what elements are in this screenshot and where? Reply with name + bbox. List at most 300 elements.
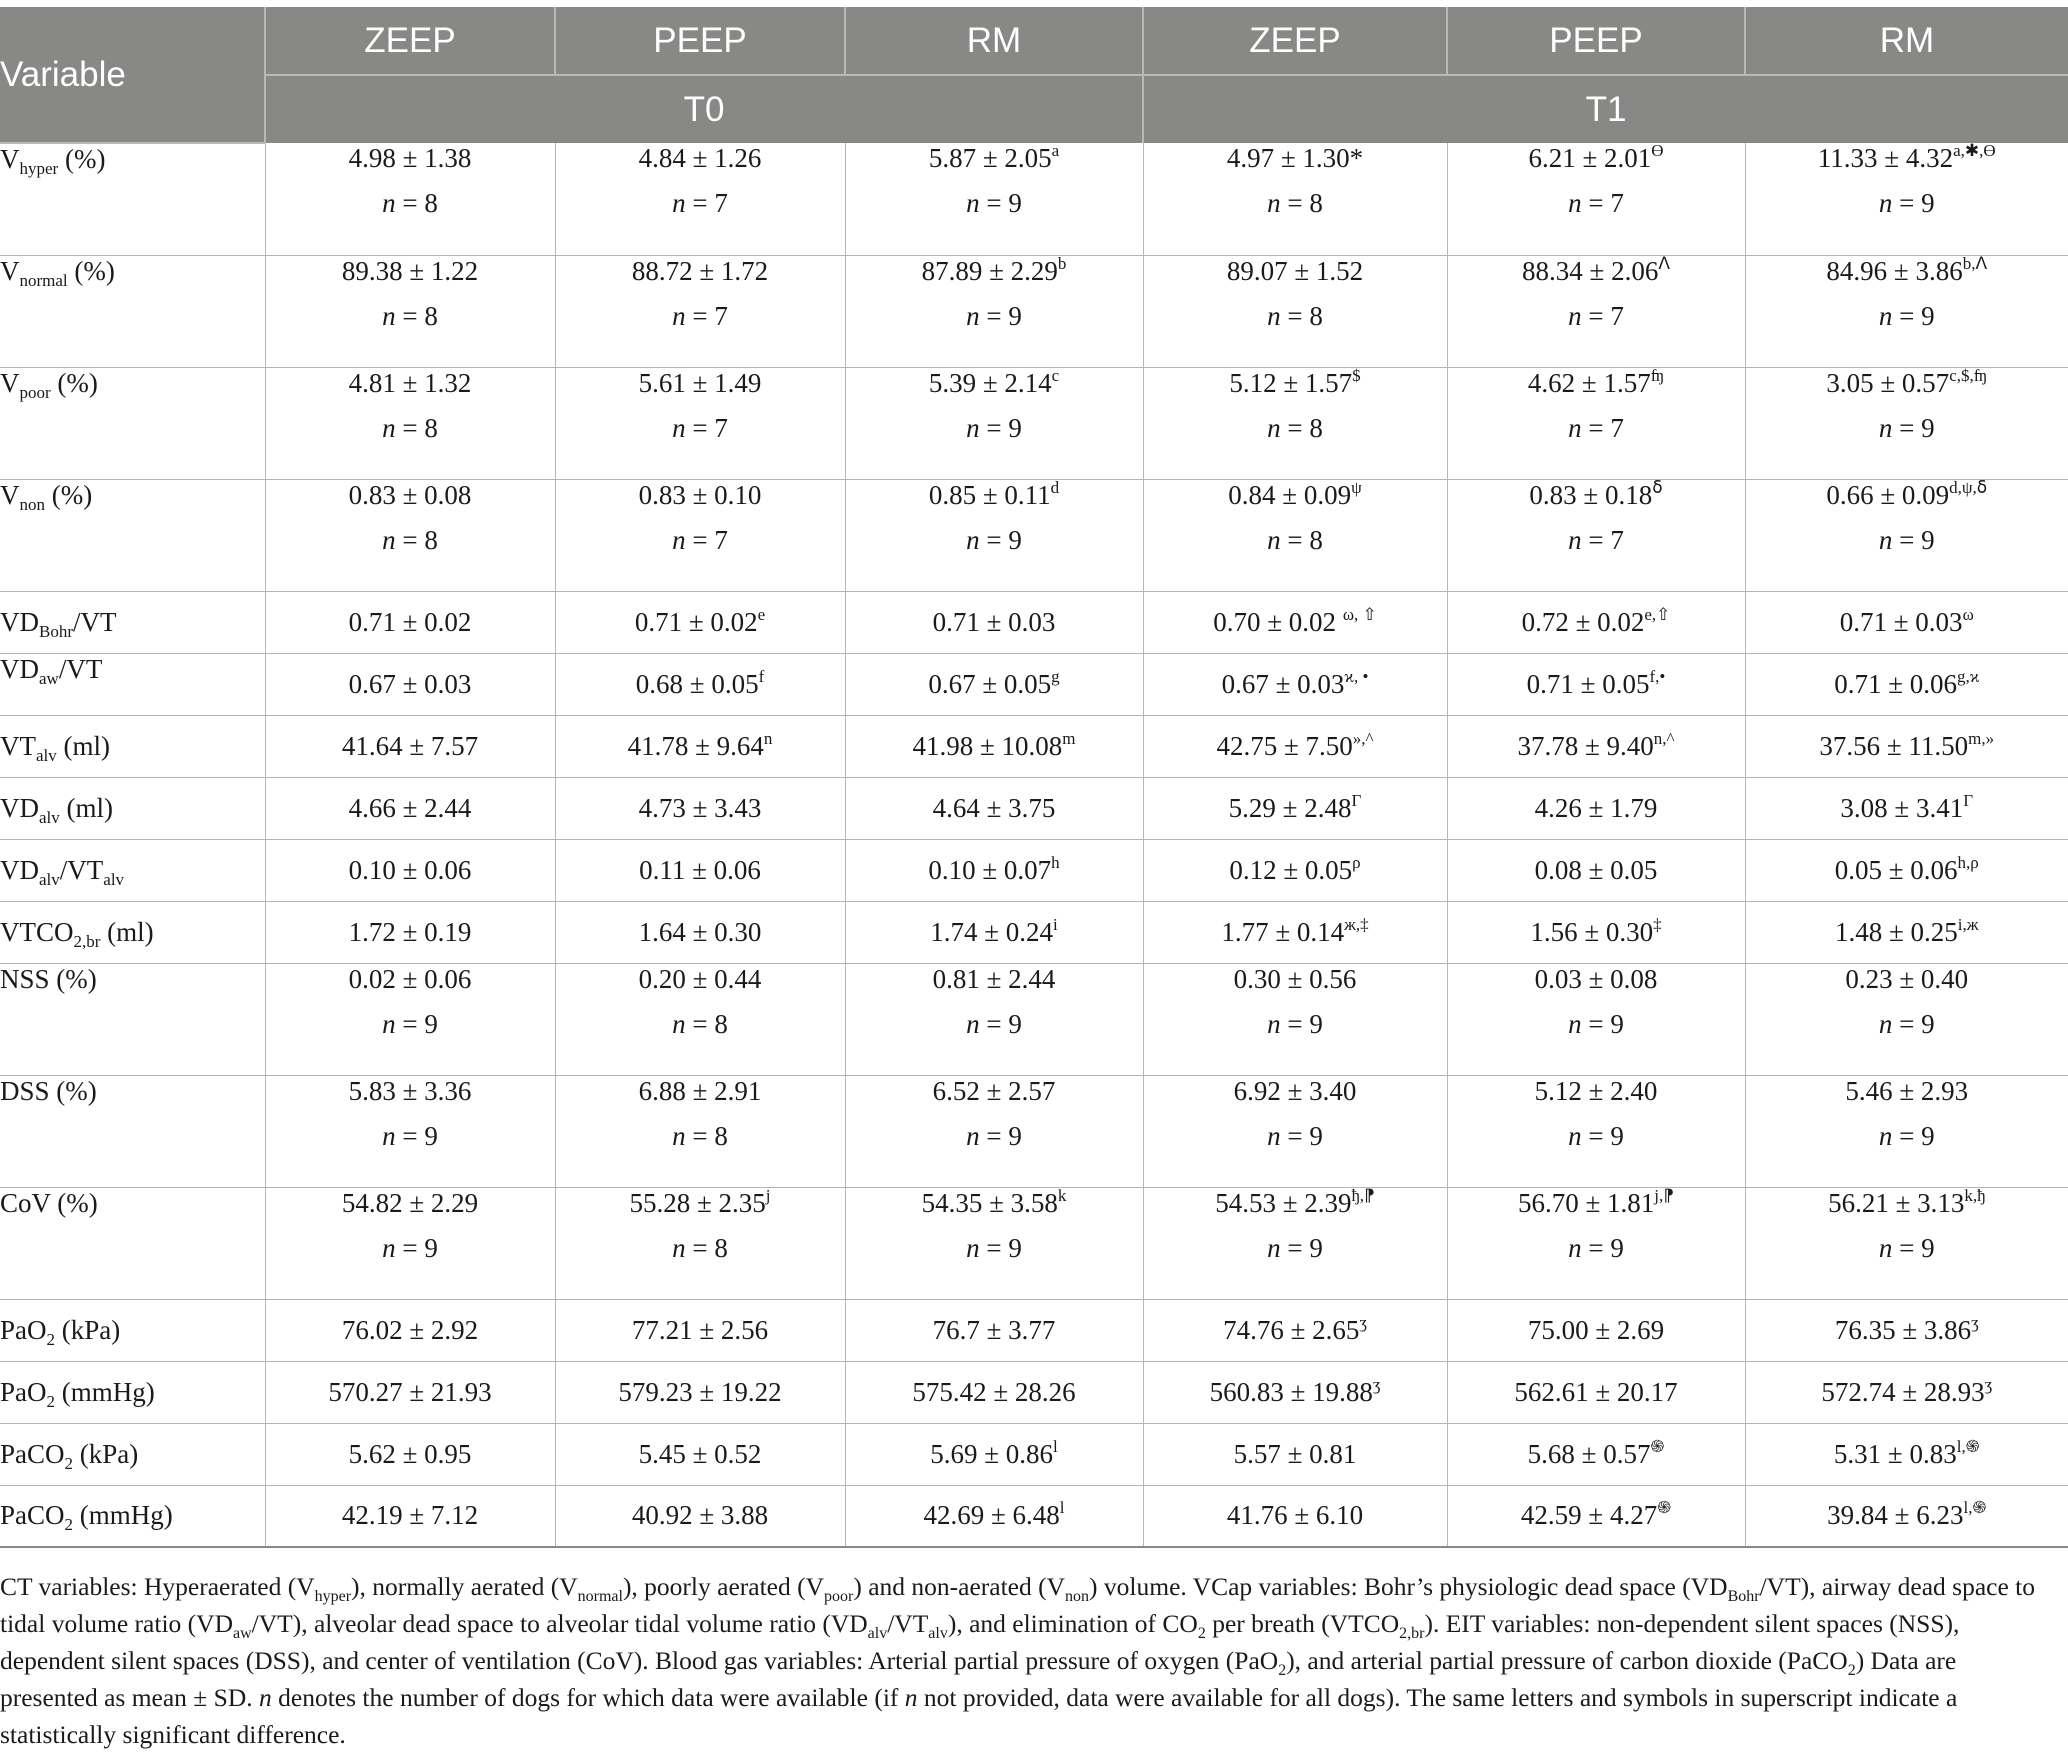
- sample-size: n = 9: [1267, 1120, 1323, 1151]
- value-cell: [1143, 777, 1447, 839]
- value-cell: [1447, 963, 1745, 1075]
- sample-size: n = 7: [672, 524, 728, 555]
- significance-marker: ẟ: [1652, 477, 1663, 497]
- value-cell: [845, 901, 1143, 963]
- mean-sd: [1746, 852, 2068, 886]
- significance-marker: b: [1057, 253, 1067, 273]
- mean-sd-value: 42.59 ± 4.27: [1520, 1500, 1658, 1531]
- value-cell: [555, 143, 845, 255]
- value-cell: [265, 591, 555, 653]
- mean-sd: [1746, 477, 2068, 511]
- significance-marker: a,✱,ϴ: [1953, 141, 1996, 160]
- value-cell: [555, 1075, 845, 1187]
- value-cell: [555, 1187, 845, 1299]
- mean-sd-value: 5.68 ± 0.57: [1527, 1438, 1651, 1469]
- significance-marker: ʒ: [1359, 1312, 1367, 1332]
- value-cell: [1447, 143, 1745, 255]
- mean-sd: [266, 480, 555, 511]
- mean-sd: [266, 1188, 555, 1219]
- mean-sd: [266, 607, 555, 638]
- mean-sd: [1144, 852, 1447, 886]
- value-cell: [1143, 1075, 1447, 1187]
- caption-sub: normal: [577, 1588, 623, 1605]
- value-cell: [555, 715, 845, 777]
- mean-sd: [556, 1500, 845, 1531]
- variable-base: V: [0, 255, 20, 286]
- value-cell: [265, 1299, 555, 1361]
- table-row: [0, 963, 2068, 1075]
- mean-sd: [846, 143, 1143, 174]
- mean-sd-value: 6.21 ± 2.01: [1528, 143, 1652, 173]
- mean-sd-value: 575.42 ± 28.26: [912, 1376, 1076, 1407]
- mean-sd: [1144, 365, 1447, 399]
- mean-sd-value: 4.81 ± 1.32: [348, 367, 472, 398]
- value-cell: [1745, 367, 2068, 479]
- mean-sd-value: 42.69 ± 6.48: [923, 1500, 1060, 1531]
- mean-sd-value: 5.87 ± 2.05: [928, 143, 1052, 173]
- mean-sd-value: 4.26 ± 1.79: [1534, 792, 1658, 823]
- mean-sd: [1746, 666, 2068, 700]
- mean-sd-value: 0.67 ± 0.03: [1221, 668, 1345, 699]
- value-cell: [265, 1075, 555, 1187]
- mean-sd: [1746, 914, 2068, 948]
- sample-size: n = 9: [966, 524, 1022, 555]
- value-cell: [555, 255, 845, 367]
- value-cell: [1447, 839, 1745, 901]
- mean-sd: [846, 793, 1143, 824]
- variable-base: PaO: [0, 1376, 47, 1407]
- significance-marker: ʩ: [1650, 365, 1665, 385]
- caption-sub: non: [1065, 1588, 1090, 1605]
- mean-sd: [846, 914, 1143, 948]
- value-cell: [1143, 901, 1447, 963]
- caption-italic-n: n: [904, 1683, 918, 1712]
- mean-sd-value: 5.69 ± 0.86: [930, 1438, 1054, 1469]
- mean-sd: [556, 964, 845, 995]
- mean-sd: [266, 917, 555, 948]
- caption-sub: alv: [928, 1625, 948, 1642]
- variable-name: [0, 963, 265, 1075]
- value-cell: [555, 777, 845, 839]
- significance-marker: ʒ: [1372, 1374, 1381, 1394]
- mean-sd-value: 0.02 ± 0.06: [348, 963, 472, 994]
- value-cell: [1143, 653, 1447, 715]
- mean-sd: [266, 669, 555, 700]
- mean-sd-value: 0.10 ± 0.07: [928, 854, 1052, 885]
- mean-sd: [846, 1076, 1143, 1107]
- value-cell: [265, 1361, 555, 1423]
- variable-mid: /VT: [59, 854, 104, 885]
- mean-sd-value: 76.35 ± 3.86: [1834, 1314, 1972, 1345]
- sample-size: n = 9: [1568, 1120, 1624, 1151]
- mean-sd-value: 0.67 ± 0.05: [928, 668, 1052, 699]
- significance-marker: l,֍: [1956, 1436, 1980, 1456]
- sample-size: n = 8: [1267, 524, 1323, 555]
- mean-sd: [1746, 1185, 2068, 1219]
- variable-subscript: 2: [64, 1515, 74, 1535]
- mean-sd: [1746, 964, 2068, 995]
- mean-sd-value: 0.23 ± 0.40: [1845, 963, 1969, 994]
- variable-base: VT: [0, 730, 36, 761]
- variable-subscript: normal: [19, 270, 68, 290]
- value-cell: [555, 479, 845, 591]
- value-cell: [1447, 715, 1745, 777]
- variable-subscript: non: [19, 494, 45, 514]
- value-cell: [265, 653, 555, 715]
- variable-name: [0, 255, 265, 367]
- value-cell: [1447, 591, 1745, 653]
- variable-base: PaCO: [0, 1500, 65, 1531]
- caption-sub: hyper: [314, 1588, 352, 1605]
- mean-sd: [1448, 1185, 1745, 1219]
- mean-sd-value: 1.64 ± 0.30: [638, 916, 762, 947]
- value-cell: [555, 1361, 845, 1423]
- table-body: [0, 143, 2068, 1547]
- variable-base: V: [0, 367, 20, 398]
- sample-size: n = 9: [1878, 1232, 1935, 1263]
- value-cell: [845, 963, 1143, 1075]
- mean-sd-value: 570.27 ± 21.93: [328, 1376, 492, 1407]
- variable-name: [0, 1299, 265, 1361]
- value-cell: [845, 479, 1143, 591]
- value-cell: [1745, 1485, 2068, 1547]
- mean-sd: [1746, 1436, 2068, 1470]
- value-cell: [1745, 715, 2068, 777]
- variable-subscript: hyper: [19, 159, 59, 178]
- value-cell: [555, 367, 845, 479]
- value-cell: [1143, 479, 1447, 591]
- mean-sd: [1448, 1500, 1745, 1531]
- caption-text: ). EIT variables: non-dependent silent spaces (NSS), dependent silent spaces (DSS), and center of ventilation (CoV). Blood gas variables: Arterial partial pressure of oxygen (PaO: [0, 1609, 1960, 1675]
- mean-sd-value: 56.70 ± 1.81: [1517, 1187, 1655, 1218]
- value-cell: [1745, 1075, 2068, 1187]
- mean-sd: [846, 1185, 1143, 1219]
- value-cell: [845, 255, 1143, 367]
- sample-size: n = 9: [1878, 188, 1935, 218]
- header-col-rm-t0: RM: [845, 7, 1143, 75]
- mean-sd-value: 88.72 ± 1.72: [631, 255, 769, 286]
- sample-size: n = 8: [672, 1008, 728, 1039]
- mean-sd-value: 41.76 ± 6.10: [1226, 1500, 1364, 1531]
- variable-unit: (kPa): [55, 1314, 121, 1345]
- mean-sd-value: 74.76 ± 2.65: [1223, 1314, 1360, 1345]
- significance-marker: ϴ: [1651, 141, 1664, 160]
- sample-size: n = 7: [1568, 412, 1624, 443]
- mean-sd: [1448, 1076, 1745, 1107]
- mean-sd-value: 0.66 ± 0.09: [1826, 479, 1950, 510]
- mean-sd: [1448, 793, 1745, 824]
- mean-sd-value: 1.48 ± 0.25: [1834, 916, 1958, 947]
- mean-sd-value: 0.84 ± 0.09: [1228, 479, 1352, 510]
- mean-sd: [266, 731, 555, 762]
- mean-sd: [1448, 1436, 1745, 1470]
- mean-sd: [1448, 1315, 1745, 1346]
- mean-sd: [1144, 790, 1447, 824]
- mean-sd: [556, 604, 845, 638]
- value-cell: [555, 591, 845, 653]
- header-row-conditions: [0, 7, 2068, 75]
- value-cell: [1745, 1299, 2068, 1361]
- mean-sd-value: 42.19 ± 7.12: [341, 1500, 479, 1531]
- mean-sd: [556, 666, 845, 700]
- mean-sd-value: 1.56 ± 0.30: [1530, 916, 1654, 947]
- mean-sd: [846, 964, 1143, 995]
- mean-sd-value: 0.83 ± 0.18: [1529, 479, 1653, 510]
- significance-marker: g: [1051, 666, 1060, 686]
- mean-sd: [266, 1315, 555, 1346]
- mean-sd: [1746, 790, 2068, 824]
- value-cell: [845, 839, 1143, 901]
- mean-sd-value: 76.7 ± 3.77: [932, 1314, 1056, 1345]
- value-cell: [1447, 1361, 1745, 1423]
- significance-marker: m,»: [1968, 728, 1995, 748]
- variable-base: CoV (%): [0, 1187, 98, 1218]
- significance-marker: ֍: [1657, 1498, 1672, 1518]
- mean-sd: [556, 917, 845, 948]
- value-cell: [845, 1485, 1143, 1547]
- mean-sd-value: 37.78 ± 9.40: [1517, 730, 1654, 761]
- value-cell: [1143, 143, 1447, 255]
- significance-marker: »,^: [1352, 728, 1374, 748]
- value-cell: [1143, 1423, 1447, 1485]
- value-cell: [1143, 1299, 1447, 1361]
- mean-sd: [556, 855, 845, 886]
- significance-marker: e: [757, 604, 766, 624]
- mean-sd-value: 0.85 ± 0.11: [928, 479, 1051, 510]
- mean-sd-value: 5.31 ± 0.83: [1833, 1438, 1957, 1469]
- mean-sd-value: 4.97 ± 1.30*: [1226, 143, 1364, 173]
- variable-name: [0, 715, 265, 777]
- mean-sd-value: 0.05 ± 0.06: [1834, 854, 1958, 885]
- mean-sd-value: 54.53 ± 2.39: [1215, 1187, 1352, 1218]
- table-row: [0, 1361, 2068, 1423]
- value-cell: [1447, 1075, 1745, 1187]
- sample-size: n = 9: [1878, 524, 1935, 555]
- caption-text: denotes the number of dogs for which data were available (if: [271, 1683, 905, 1712]
- mean-sd-value: 562.61 ± 20.17: [1514, 1376, 1678, 1407]
- value-cell: [1143, 255, 1447, 367]
- sample-size: n = 9: [1568, 1008, 1624, 1039]
- value-cell: [265, 1485, 555, 1547]
- significance-marker: d,ψ,ẟ: [1949, 477, 1988, 497]
- value-cell: [845, 777, 1143, 839]
- mean-sd: [846, 1315, 1143, 1346]
- mean-sd: [1746, 1312, 2068, 1346]
- header-col-peep-t1: PEEP: [1447, 7, 1745, 75]
- mean-sd-value: 0.71 ± 0.02: [634, 606, 758, 637]
- sample-size: n = 9: [1878, 412, 1935, 443]
- variable-name: [0, 653, 265, 715]
- sample-size: n = 8: [1267, 300, 1323, 331]
- mean-sd: [1144, 728, 1447, 762]
- value-cell: [1447, 1485, 1745, 1547]
- sample-size: n = 9: [1878, 1120, 1935, 1151]
- sample-size: n = 8: [1267, 188, 1323, 218]
- sample-size: n = 9: [1878, 300, 1935, 331]
- mean-sd: [1144, 1076, 1447, 1107]
- mean-sd: [1144, 604, 1447, 638]
- significance-marker: n,^: [1653, 728, 1675, 748]
- significance-marker: m: [1062, 728, 1076, 748]
- mean-sd-value: 0.70 ± 0.02: [1213, 606, 1343, 637]
- header-group-t1: T1: [1143, 75, 2068, 143]
- sample-size: n = 7: [1568, 300, 1624, 331]
- mean-sd-value: 11.33 ± 4.32: [1817, 143, 1954, 173]
- value-cell: [555, 1299, 845, 1361]
- mean-sd: [266, 964, 555, 995]
- table-row: [0, 1485, 2068, 1547]
- mean-sd: [556, 1377, 845, 1408]
- mean-sd: [846, 1436, 1143, 1470]
- table-row: [0, 1423, 2068, 1485]
- significance-marker: n: [763, 728, 773, 748]
- sample-size: n = 9: [966, 1120, 1022, 1151]
- significance-marker: Г: [1963, 790, 1974, 810]
- table-row: [0, 479, 2068, 591]
- mean-sd-value: 55.28 ± 2.35: [629, 1187, 766, 1218]
- mean-sd-value: 4.98 ± 1.38: [348, 143, 472, 173]
- variable-name: [0, 1423, 265, 1485]
- mean-sd: [266, 368, 555, 399]
- value-cell: [555, 1485, 845, 1547]
- caption-text: /VT), alveolar dead space to alveolar tidal volume ratio (VD: [251, 1609, 868, 1638]
- sample-size: n = 8: [382, 300, 438, 331]
- sample-size: n = 9: [1267, 1232, 1323, 1263]
- table-row: [0, 839, 2068, 901]
- caption-sub: 2: [1197, 1625, 1206, 1642]
- value-cell: [265, 1187, 555, 1299]
- mean-sd-value: 0.10 ± 0.06: [348, 854, 472, 885]
- significance-marker: b,ⴷ: [1962, 253, 1988, 273]
- mean-sd-value: 0.81 ± 2.44: [932, 963, 1056, 994]
- mean-sd-value: 89.07 ± 1.52: [1226, 255, 1364, 286]
- variable-unit: /VT: [58, 653, 103, 684]
- value-cell: [265, 143, 555, 255]
- value-cell: [1143, 715, 1447, 777]
- significance-marker: c,$,ʩ: [1949, 365, 1988, 385]
- variable-base: VD: [0, 606, 39, 637]
- value-cell: [845, 1187, 1143, 1299]
- significance-marker: Г: [1351, 790, 1362, 810]
- mean-sd-value: 56.21 ± 3.13: [1828, 1187, 1965, 1218]
- variable-subscript: poor: [19, 382, 51, 402]
- variable-unit: (ml): [59, 792, 114, 823]
- caption-sub: 2: [1278, 1662, 1287, 1679]
- significance-marker: ρ: [1352, 852, 1361, 872]
- variable-unit: (ml): [56, 730, 111, 761]
- value-cell: [1447, 1423, 1745, 1485]
- mean-sd-value: 0.71 ± 0.06: [1834, 668, 1958, 699]
- mean-sd-value: 87.89 ± 2.29: [921, 255, 1058, 286]
- mean-sd-value: 5.29 ± 2.48: [1228, 792, 1352, 823]
- variable-subscript: alv: [39, 807, 60, 827]
- mean-sd: [1448, 728, 1745, 762]
- sample-size: n = 8: [382, 524, 438, 555]
- mean-sd-value: 41.78 ± 9.64: [627, 730, 764, 761]
- mean-sd-value: 5.12 ± 2.40: [1534, 1075, 1658, 1106]
- mean-sd-value: 0.12 ± 0.05: [1229, 854, 1353, 885]
- value-cell: [1745, 653, 2068, 715]
- variable-unit: /VT: [73, 606, 117, 637]
- mean-sd-value: 5.83 ± 3.36: [348, 1075, 472, 1106]
- value-cell: [1745, 963, 2068, 1075]
- sample-size: n = 9: [382, 1232, 438, 1263]
- mean-sd-value: 75.00 ± 2.69: [1527, 1314, 1665, 1345]
- value-cell: [1143, 591, 1447, 653]
- value-cell: [1143, 1187, 1447, 1299]
- variable-base: V: [0, 144, 20, 174]
- variable-name: [0, 367, 265, 479]
- mean-sd: [556, 480, 845, 511]
- mean-sd-value: 54.82 ± 2.29: [341, 1187, 479, 1218]
- variable-unit: (mmHg): [73, 1500, 173, 1531]
- mean-sd: [1144, 143, 1447, 174]
- mean-sd-value: 4.73 ± 3.43: [638, 792, 762, 823]
- mean-sd-value: 0.11 ± 0.06: [639, 854, 761, 885]
- mean-sd: [556, 143, 845, 174]
- significance-marker: i: [1053, 914, 1058, 934]
- significance-marker: i,ж: [1957, 914, 1979, 934]
- sample-size: n = 8: [382, 188, 438, 218]
- mean-sd: [1448, 1377, 1745, 1408]
- caption-sub: alv: [867, 1625, 888, 1642]
- significance-marker: ђ,⁋: [1351, 1185, 1375, 1205]
- sample-size: n = 9: [1878, 1008, 1935, 1039]
- mean-sd: [556, 1315, 845, 1346]
- mean-sd-value: 5.45 ± 0.52: [638, 1438, 762, 1469]
- mean-sd-value: 0.30 ± 0.56: [1233, 963, 1357, 994]
- value-cell: [845, 1075, 1143, 1187]
- value-cell: [1745, 1361, 2068, 1423]
- sample-size: n = 9: [966, 1008, 1022, 1039]
- value-cell: [845, 143, 1143, 255]
- mean-sd: [556, 728, 845, 762]
- sample-size: n = 9: [966, 1232, 1022, 1263]
- mean-sd: [266, 1377, 555, 1408]
- mean-sd-value: 0.08 ± 0.05: [1534, 854, 1658, 885]
- variable-base: V: [0, 479, 20, 510]
- variable-unit: (%): [50, 367, 98, 398]
- variable-base: VTCO: [0, 916, 74, 947]
- significance-marker: j,⁋: [1654, 1185, 1675, 1205]
- table-row: [0, 591, 2068, 653]
- sample-size: n = 7: [1568, 524, 1624, 555]
- variable-name: [0, 901, 265, 963]
- value-cell: [845, 1299, 1143, 1361]
- variable-name: [0, 143, 265, 255]
- mean-sd-value: 6.88 ± 2.91: [638, 1075, 762, 1106]
- mean-sd-value: 5.46 ± 2.93: [1845, 1075, 1969, 1106]
- mean-sd: [846, 1500, 1143, 1531]
- mean-sd: [266, 855, 555, 886]
- mean-sd: [1144, 1500, 1447, 1531]
- table-row: [0, 1187, 2068, 1299]
- variable-unit: (kPa): [73, 1438, 139, 1469]
- caption-text: /VT: [887, 1609, 929, 1638]
- value-cell: [1447, 777, 1745, 839]
- significance-marker: ψ: [1351, 477, 1362, 497]
- significance-marker: l: [1059, 1498, 1065, 1518]
- value-cell: [1447, 367, 1745, 479]
- value-cell: [1745, 777, 2068, 839]
- mean-sd: [1448, 855, 1745, 886]
- mean-sd: [846, 607, 1143, 638]
- value-cell: [1447, 1299, 1745, 1361]
- significance-marker: k: [1057, 1185, 1067, 1205]
- value-cell: [1745, 143, 2068, 255]
- mean-sd: [1144, 477, 1447, 511]
- value-cell: [265, 367, 555, 479]
